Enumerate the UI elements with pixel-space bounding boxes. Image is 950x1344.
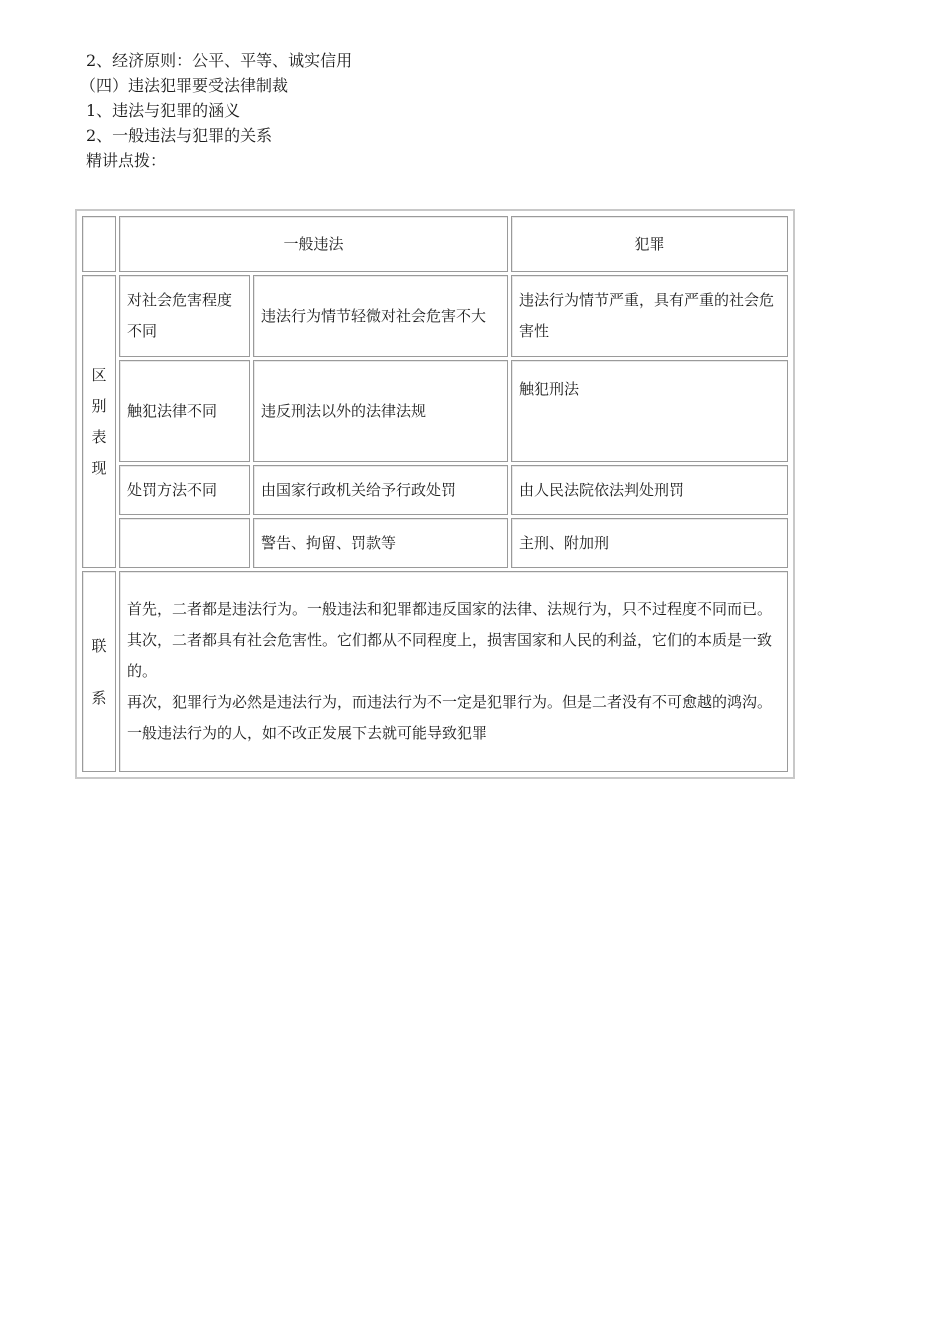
- crime-cell: 主刑、附加刑: [511, 518, 788, 568]
- general-cell: 违法行为情节轻微对社会危害不大: [253, 275, 508, 357]
- relation-label-cell: [82, 571, 116, 772]
- relation-paragraph-second: 其次，二者都具有社会危害性。它们都从不同程度上，损害国家和人民的利益，它们的本质是一致的。: [127, 631, 773, 680]
- comparison-table-frame: [75, 209, 795, 779]
- difference-label: 区别表现: [91, 365, 107, 477]
- crime-cell: 违法行为情节严重，具有严重的社会危害性: [511, 275, 788, 357]
- header-crime: 犯罪: [511, 216, 788, 272]
- general-cell: 违反刑法以外的法律法规: [253, 360, 508, 462]
- intro-line-key-points: 精讲点拨：: [86, 151, 167, 170]
- crime-cell: 由人民法院依法判处刑罚: [511, 465, 788, 515]
- header-corner-cell: [82, 216, 116, 272]
- relation-text-cell: [119, 571, 788, 772]
- table-row: [82, 518, 788, 568]
- intro-section: [80, 48, 786, 173]
- intro-line-economic-principle: 2、经济原则：公平、平等、诚实信用: [86, 51, 353, 70]
- aspect-cell: 触犯法律不同: [119, 360, 250, 462]
- header-general-violation: 一般违法: [119, 216, 508, 272]
- intro-line-definition: 1、违法与犯罪的涵义: [86, 101, 241, 120]
- relation-row: [82, 571, 788, 772]
- comparison-table: [79, 213, 791, 775]
- relation-label: 联系: [91, 636, 107, 707]
- difference-label-cell: [82, 275, 116, 568]
- table-row: [82, 465, 788, 515]
- general-cell: 由国家行政机关给予行政处罚: [253, 465, 508, 515]
- aspect-cell: 对社会危害程度不同: [119, 275, 250, 357]
- table-row: [82, 275, 788, 357]
- relation-paragraph-first: 首先，二者都是违法行为。一般违法和犯罪都违反国家的法律、法规行为，只不过程度不同而已。: [127, 600, 773, 618]
- intro-line-relationship: 2、一般违法与犯罪的关系: [86, 126, 273, 145]
- table-header-row: [82, 216, 788, 272]
- relation-paragraph-third: 再次，犯罪行为必然是违法行为，而违法行为不一定是犯罪行为。但是二者没有不可愈越的鸿沟。一般违法行为的人，如不改正发展下去就可能导致犯罪: [127, 693, 773, 742]
- aspect-cell: 处罚方法不同: [119, 465, 250, 515]
- crime-cell: 触犯刑法: [511, 360, 788, 462]
- intro-line-section-heading: （四）违法犯罪要受法律制裁: [80, 76, 289, 95]
- table-row: [82, 360, 788, 462]
- general-cell: 警告、拘留、罚款等: [253, 518, 508, 568]
- aspect-cell: [119, 518, 250, 568]
